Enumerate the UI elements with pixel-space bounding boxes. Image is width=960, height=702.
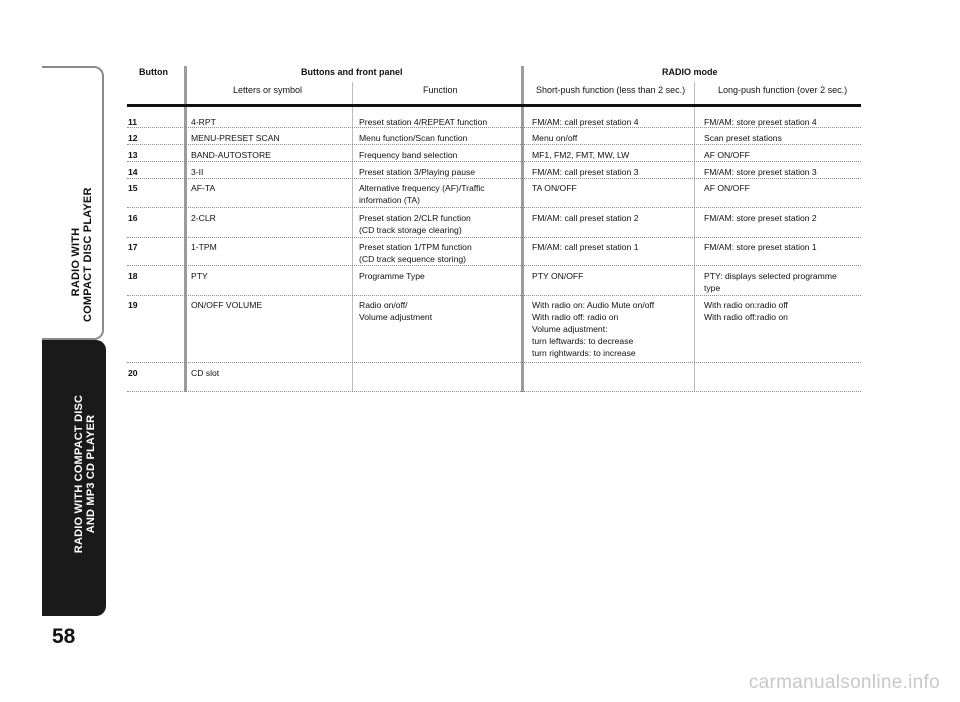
row-letters: 3-II <box>191 167 204 177</box>
row-letters: PTY <box>191 271 208 281</box>
row-long-push: FM/AM: store preset station 1 <box>704 242 817 252</box>
row-letters: BAND-AUTOSTORE <box>191 150 271 160</box>
row-function: Alternative frequency (AF)/Traffic information (TA) <box>359 183 485 205</box>
row-long-push: AF ON/OFF <box>704 150 750 160</box>
row-short-push: FM/AM: call preset station 3 <box>532 167 639 177</box>
row-divider <box>127 265 861 266</box>
chapter-tab-active-label-line2: AND MP3 CD PLAYER <box>85 414 97 534</box>
row-short-push: PTY ON/OFF <box>532 271 584 281</box>
row-divider <box>127 237 861 238</box>
row-long-push: FM/AM: store preset station 4 <box>704 117 817 127</box>
row-button-number: 19 <box>128 300 138 310</box>
header-short-push: Short-push function (less than 2 sec.) <box>536 85 686 95</box>
header-rule <box>127 104 861 107</box>
row-divider <box>127 207 861 208</box>
row-button-number: 15 <box>128 183 138 193</box>
row-short-push: FM/AM: call preset station 4 <box>532 117 639 127</box>
page-number: 58 <box>52 625 76 648</box>
row-long-push: AF ON/OFF <box>704 183 750 193</box>
row-short-push: FM/AM: call preset station 1 <box>532 242 639 252</box>
row-function: Preset station 2/CLR function (CD track storage clearing) <box>359 213 471 235</box>
row-function: Frequency band selection <box>359 150 458 160</box>
row-button-number: 12 <box>128 133 138 143</box>
row-function: Radio on/off/ Volume adjustment <box>359 300 433 322</box>
row-button-number: 20 <box>128 368 138 378</box>
row-button-number: 13 <box>128 150 138 160</box>
row-button-number: 16 <box>128 213 138 223</box>
chapter-tab-label-line1: RADIO WITH <box>70 227 82 297</box>
row-button-number: 17 <box>128 242 138 252</box>
row-short-push: Menu on/off <box>532 133 578 143</box>
chapter-tab-radio-mp3[interactable] <box>42 340 106 616</box>
row-short-push: FM/AM: call preset station 2 <box>532 213 639 223</box>
row-long-push: FM/AM: store preset station 3 <box>704 167 817 177</box>
row-letters: ON/OFF VOLUME <box>191 300 263 310</box>
row-function: Preset station 4/REPEAT function <box>359 117 488 127</box>
row-divider <box>127 391 861 392</box>
row-letters: MENU-PRESET SCAN <box>191 133 280 143</box>
row-letters: 2-CLR <box>191 213 216 223</box>
watermark: carmanualsonline.info <box>748 672 940 693</box>
row-letters: 4-RPT <box>191 117 216 127</box>
row-divider <box>127 295 861 296</box>
row-short-push: MF1, FM2, FMT, MW, LW <box>532 150 630 160</box>
header-group-radio-mode: RADIO mode <box>662 67 718 77</box>
row-button-number: 18 <box>128 271 138 281</box>
row-divider <box>127 144 861 145</box>
row-button-number: 14 <box>128 167 138 177</box>
header-group-front-panel: Buttons and front panel <box>301 67 403 77</box>
row-function: Programme Type <box>359 271 425 281</box>
row-short-push: TA ON/OFF <box>532 183 577 193</box>
row-long-push: Scan preset stations <box>704 133 782 143</box>
row-button-number: 11 <box>128 117 138 127</box>
col-divider-radio <box>521 66 524 392</box>
chapter-tab-label-line2: COMPACT DISC PLAYER <box>82 187 94 322</box>
row-divider <box>127 362 861 363</box>
row-letters: AF-TA <box>191 183 216 193</box>
row-divider <box>127 161 861 162</box>
row-divider <box>127 127 861 128</box>
header-function: Function <box>423 85 458 95</box>
col-divider-button <box>184 66 187 392</box>
header-long-push: Long-push function (over 2 sec.) <box>718 85 848 95</box>
row-function: Preset station 3/Playing pause <box>359 167 476 177</box>
row-long-push: PTY: displays selected programme type <box>704 271 837 293</box>
row-function: Preset station 1/TPM function (CD track sequence storing) <box>359 242 472 264</box>
row-function: Menu function/Scan function <box>359 133 468 143</box>
row-letters: 1-TPM <box>191 242 217 252</box>
row-divider <box>127 178 861 179</box>
chapter-tab-radio-cd[interactable] <box>42 66 104 340</box>
row-long-push: With radio on:radio off With radio off:radio on <box>704 300 788 322</box>
row-short-push: With radio on: Audio Mute on/off With radio off: radio on Volume adjustment: turn leftwards: to decrease turn rightwards: to increase <box>532 300 655 358</box>
row-long-push: FM/AM: store preset station 2 <box>704 213 817 223</box>
row-letters: CD slot <box>191 368 220 378</box>
header-button: Button <box>139 67 168 77</box>
header-letters: Letters or symbol <box>233 85 303 95</box>
chapter-tab-active-label-line1: RADIO WITH COMPACT DISC <box>73 394 85 554</box>
